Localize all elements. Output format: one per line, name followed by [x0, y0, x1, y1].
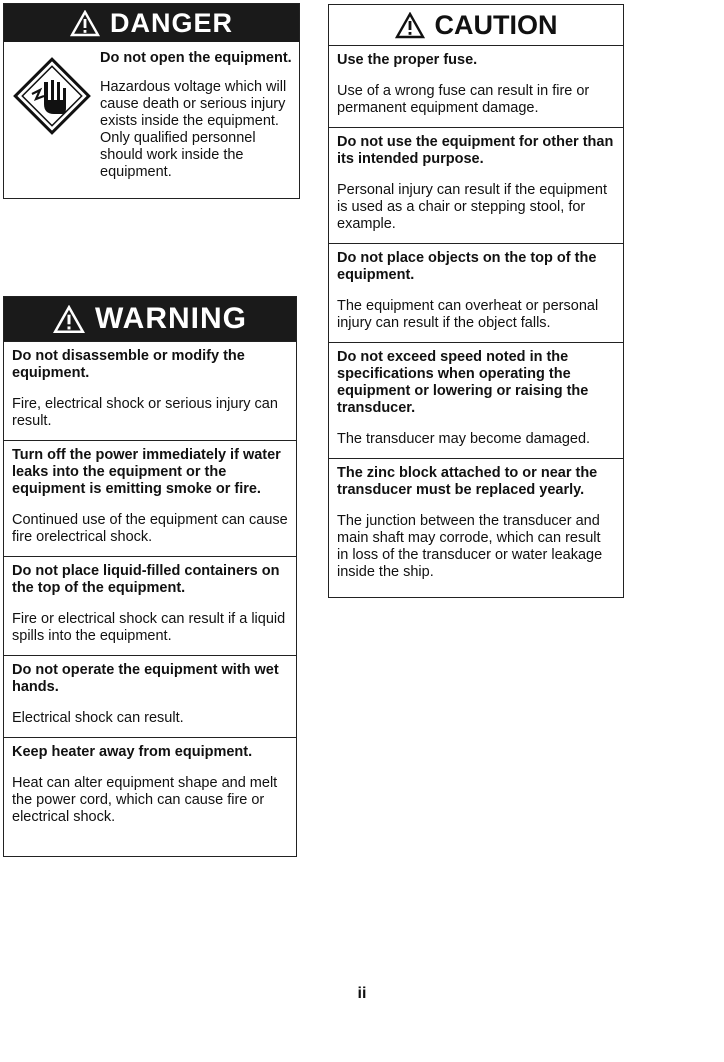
caution-item	[329, 243, 623, 342]
caution-item-body: The equipment can overheat or personal injury can result if the object falls.	[337, 298, 599, 331]
warning-box	[3, 296, 297, 857]
warning-item-body: Fire, electrical shock or serious injury can result.	[12, 396, 278, 429]
danger-header-label: DANGER	[109, 7, 233, 38]
caution-item	[329, 127, 623, 243]
warning-item	[4, 341, 296, 440]
warning-item-title: Keep heater away from equipment.	[12, 744, 253, 760]
warning-item-body: Continued use of the equipment can cause fire orelectrical shock.	[12, 512, 288, 545]
caution-item-title: Do not place objects on the top of the equipment.	[337, 250, 597, 283]
caution-item	[329, 458, 623, 591]
warning-item	[4, 440, 296, 556]
warning-item-title: Do not place liquid-filled containers on the top of the equipment.	[12, 563, 280, 596]
caution-item-body: The transducer may become damaged.	[337, 431, 591, 447]
warning-triangle-icon	[395, 12, 425, 39]
warning-item-body: Fire or electrical shock can result if a liquid spills into the equipment.	[12, 611, 286, 644]
page-number: ii	[357, 985, 367, 1002]
warning-item	[4, 556, 296, 655]
caution-item-body: Personal injury can result if the equipment is used as a chair or stepping stool, for example.	[337, 182, 608, 232]
danger-box	[3, 3, 300, 199]
caution-item-title: Do not use the equipment for other than its intended purpose.	[337, 134, 614, 167]
caution-item-title: The zinc block attached to or near the transducer must be replaced yearly.	[337, 465, 598, 498]
warning-item-title: Do not disassemble or modify the equipment.	[12, 348, 245, 381]
caution-item-body: The junction between the transducer and main shaft may corrode, which can result in loss of the transducer or water leakage inside the ship.	[337, 513, 603, 580]
warning-item	[4, 737, 296, 836]
danger-body: Hazardous voltage which will cause death or serious injury exists inside the equipment. Only qualified personnel should work inside the equipment.	[100, 79, 287, 180]
warning-header	[4, 297, 296, 341]
danger-title: Do not open the equipment.	[100, 50, 292, 66]
warning-item	[4, 655, 296, 737]
caution-item-title: Do not exceed speed noted in the specifications when operating the equipment or lowering or raising the transducer.	[337, 349, 589, 416]
caution-header-label: CAUTION	[434, 9, 558, 40]
warning-item-title: Do not operate the equipment with wet hands.	[12, 662, 279, 695]
electric-shock-icon	[10, 54, 94, 138]
warning-item-body: Heat can alter equipment shape and melt the power cord, which can cause fire or electrical shock.	[12, 775, 278, 825]
danger-header	[4, 4, 299, 42]
caution-item	[329, 342, 623, 458]
warning-item-title: Turn off the power immediately if water leaks into the equipment or the equipment is emitting smoke or fire.	[12, 447, 281, 497]
caution-item-body: Use of a wrong fuse can result in fire or permanent equipment damage.	[337, 83, 590, 116]
caution-box	[328, 4, 624, 598]
warning-item-body: Electrical shock can result.	[12, 710, 184, 726]
caution-header	[329, 5, 623, 46]
caution-item-title: Use the proper fuse.	[337, 52, 478, 68]
warning-triangle-icon	[70, 10, 100, 37]
warning-header-label: WARNING	[95, 302, 247, 335]
warning-triangle-icon	[53, 305, 85, 334]
caution-item	[329, 46, 623, 127]
